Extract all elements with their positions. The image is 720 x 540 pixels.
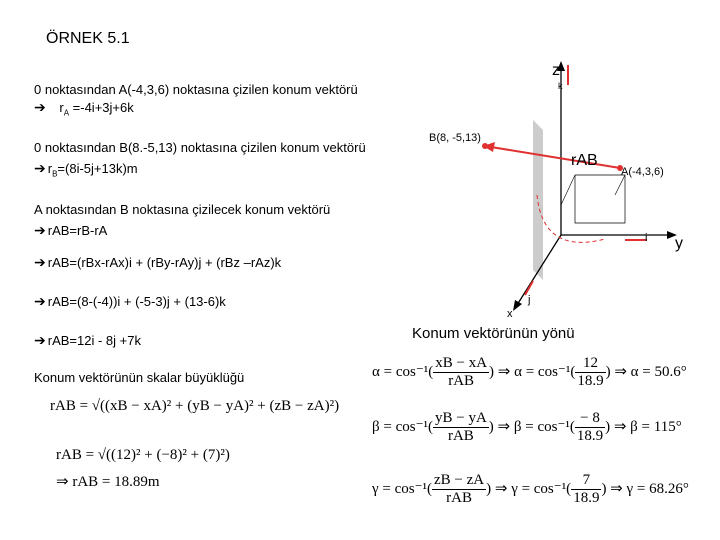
gamma-equation: γ = cos⁻¹( $\frac{zB - zA}{\text{rAB}}$ ) ⇒ γ = cos⁻¹( $\frac{7}{18.9}$ ) ⇒ γ = 68.26° xyxy=(372,472,689,506)
rab-vector xyxy=(491,147,620,168)
b-projection-plane xyxy=(533,120,543,280)
point-b-label: B(8, -5,13) xyxy=(429,132,481,144)
vector-symbol: r xyxy=(59,100,64,115)
magnitude-heading: Konum vektörünün skalar büyüklüğü xyxy=(34,370,245,385)
coordinate-diagram xyxy=(425,55,715,320)
position-vector-a-description: 0 noktasından A(-4,3,6) noktasına çizilen konum vektörü xyxy=(34,82,358,97)
vector-subscript: A xyxy=(63,108,70,118)
right-arrow-icon: ➔ xyxy=(34,254,46,270)
right-arrow-icon: ➔ xyxy=(34,332,46,348)
beta-equation: β = cos⁻¹( $\frac{yB - yA}{\text{rAB}}$ ) ⇒ β = cos⁻¹( $\frac{- 8}{18.9}$ ) ⇒ β = 115° xyxy=(372,410,682,444)
right-arrow-icon: ➔ xyxy=(34,99,46,115)
a-projection-box xyxy=(575,175,625,223)
y-axis-label: y xyxy=(675,235,683,252)
direction-heading: Konum vektörünün yönü xyxy=(412,325,575,342)
alpha-equation: α = cos⁻¹( $\frac{xB - xA}{\text{rAB}}$ ) ⇒ α = cos⁻¹( $\frac{12}{18.9}$ ) ⇒ α = 50.6° xyxy=(372,355,687,389)
x-axis-label: x xyxy=(507,308,513,320)
i-unit-arrow xyxy=(525,281,533,295)
j-label: j xyxy=(528,294,531,306)
vector-ab-equation-1: ➔ rAB=rB-rA xyxy=(34,222,108,238)
vector-subscript: B xyxy=(52,169,58,179)
vector-value: =-4i+3j+6k xyxy=(69,100,134,115)
vector-ab-equation-3: ➔ rAB=(8-(-4))i + (-5-3)j + (13-6)k xyxy=(34,293,226,309)
right-arrow-icon: ➔ xyxy=(34,160,46,176)
x-axis-arrowhead xyxy=(513,300,522,311)
z-axis-label: z xyxy=(552,62,560,79)
vector-ab-equation-2: ➔ rAB=(rBx-rAx)i + (rBy-rAy)j + (rBz –rAz)k xyxy=(34,254,282,270)
alpha-fraction: $\frac{xB - xA}{\text{rAB}}$ xyxy=(435,355,488,389)
gamma-value-fraction: $\frac{7}{18.9}$ xyxy=(573,472,600,506)
beta-fraction: $\frac{yB - yA}{\text{rAB}}$ xyxy=(435,410,487,444)
position-vector-a-equation xyxy=(34,99,134,118)
right-arrow-icon: ➔ xyxy=(34,222,46,238)
right-arrow-icon: ➔ xyxy=(34,293,46,309)
vector-ab-description: A noktasından B noktasına çizilecek konum vektörü xyxy=(34,202,331,217)
vector-value: =(8i-5j+13k)m xyxy=(57,161,138,176)
page-title: ÖRNEK 5.1 xyxy=(46,30,130,47)
alpha-value-fraction: $\frac{12}{18.9}$ xyxy=(577,355,604,389)
position-vector-b-equation xyxy=(34,160,138,179)
point-a-label: A(-4,3,6) xyxy=(621,166,664,178)
vector-symbol: r xyxy=(47,161,53,176)
magnitude-formula: rAB = √((xB − xA)² + (yB − yA)² + (zB − zA)²) xyxy=(50,398,340,414)
beta-value-fraction: $\frac{- 8}{18.9}$ xyxy=(576,410,604,444)
magnitude-substitution: rAB = √((12)² + (−8)² + (7)²) xyxy=(56,447,230,463)
k-label: k xyxy=(558,81,563,91)
point-b-dot xyxy=(482,143,488,149)
magnitude-result: ⇒ rAB = 18.89m xyxy=(56,474,160,490)
i-axis-label: i xyxy=(645,232,648,244)
vector-ab-equation-4: ➔ rAB=12i - 8j +7k xyxy=(34,332,141,348)
gamma-fraction: $\frac{zB - zA}{\text{rAB}}$ xyxy=(434,472,485,506)
rab-label: rAB xyxy=(571,152,598,169)
position-vector-b-description: 0 noktasından B(8.-5,13) noktasına çizilen konum vektörü xyxy=(34,140,366,155)
